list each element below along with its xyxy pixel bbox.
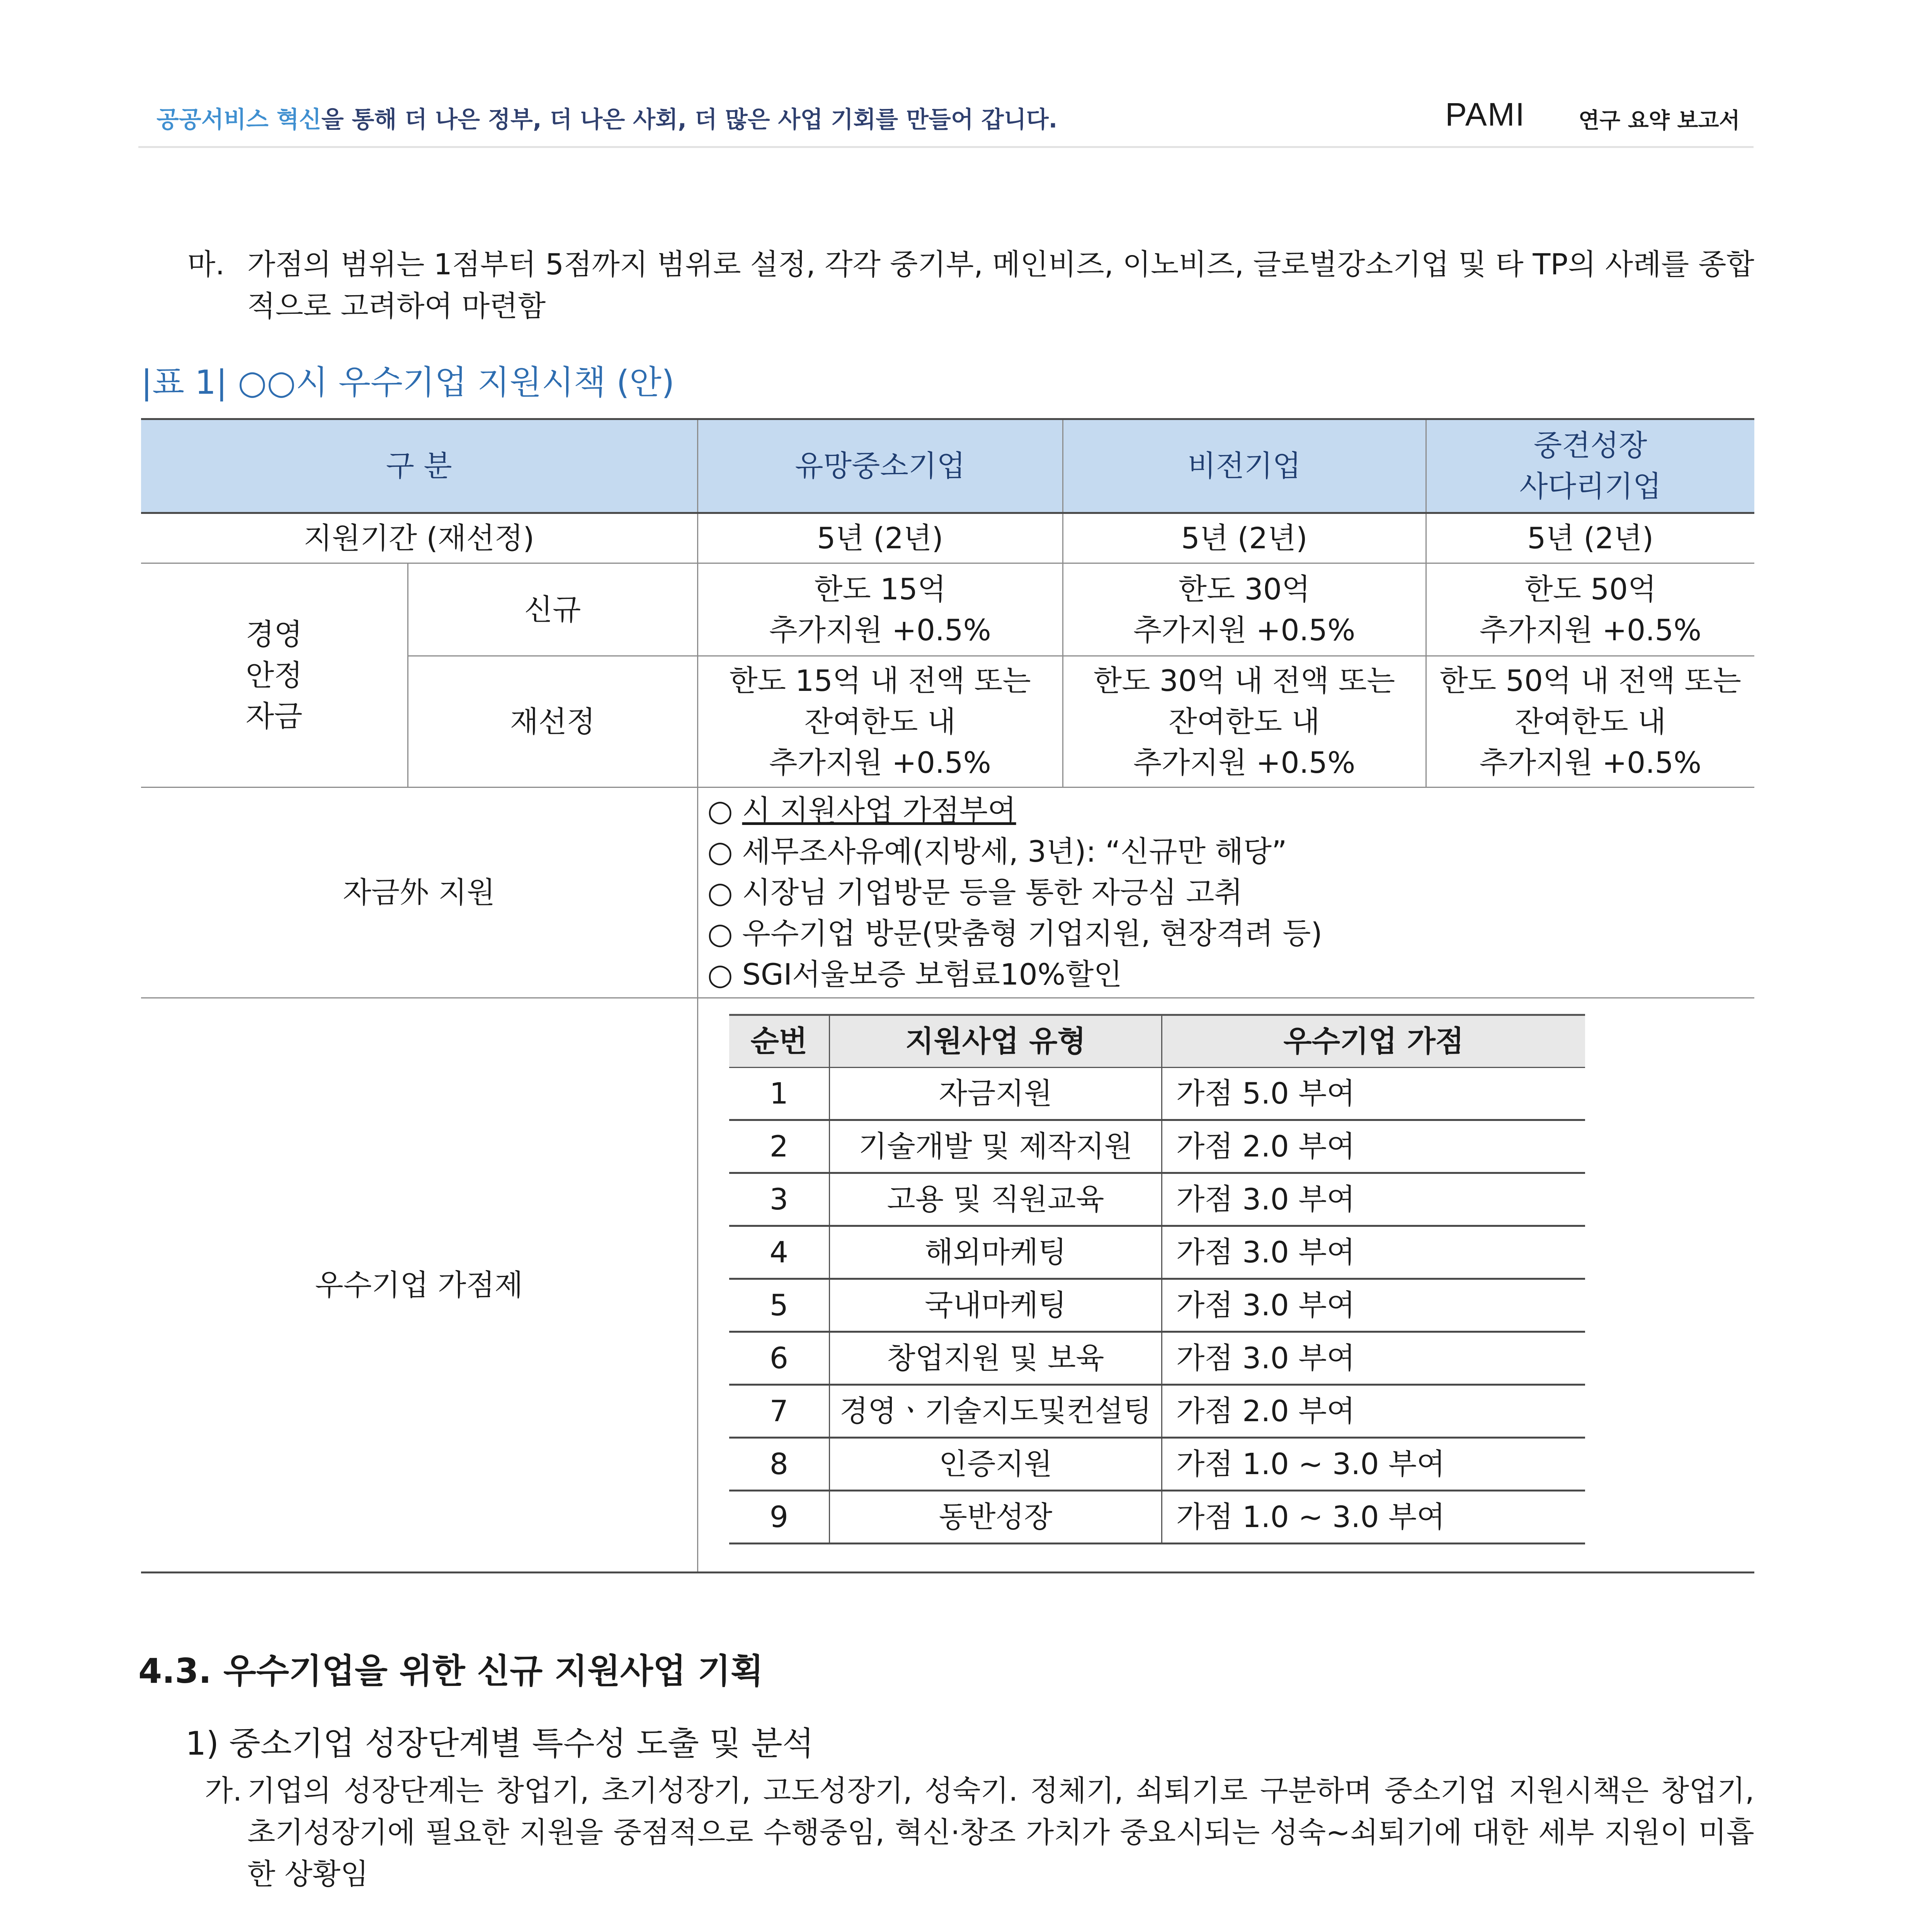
list-item (708, 790, 1755, 831)
table-row (729, 1068, 1585, 1120)
bullet-circle-icon: ○ (707, 834, 733, 869)
bullet-circle-icon: ○ (707, 793, 733, 828)
row-no: 6 (729, 1332, 830, 1385)
intro-marker: 마. (187, 247, 225, 281)
bonus-system-cell (697, 998, 1754, 1573)
row-points: 가점 1.0 ∼ 3.0 부여 (1162, 1438, 1585, 1491)
row-points: 가점 2.0 부여 (1162, 1385, 1585, 1438)
bullet-circle-icon: ○ (707, 957, 733, 992)
bullet-circle-icon: ○ (707, 916, 733, 951)
cell-line: 추가지원 +0.5% (769, 612, 991, 647)
row-type: 고용 및 직원교육 (830, 1173, 1162, 1226)
row-no: 9 (729, 1491, 830, 1544)
new-col2 (1063, 563, 1426, 656)
reselect-label: 재선정 (408, 656, 697, 787)
reselect-col3 (1426, 656, 1754, 787)
management-fund-label (141, 563, 408, 787)
intro-text: 가점의 범위는 1점부터 5점까지 범위로 설정, 각각 중기부, 메인비즈, 이노비즈, 글로벌강소기업 및 타 TP의 사례를 종합적으로 고려하여 마련함 (247, 247, 1754, 323)
cell-line: 추가지원 +0.5% (1133, 612, 1356, 647)
row-no: 7 (729, 1385, 830, 1438)
row-type: 인증지원 (830, 1438, 1162, 1491)
list-item-text: 세무조사유예(지방세, 3년): “신규만 해당” (742, 834, 1287, 869)
header-vision-company: 비전기업 (1063, 419, 1426, 513)
row-points: 가점 3.0 부여 (1162, 1279, 1585, 1332)
intro-paragraph (187, 243, 1754, 327)
row-no: 1 (729, 1068, 830, 1120)
row-points: 가점 3.0 부여 (1162, 1173, 1585, 1226)
row-points: 가점 3.0 부여 (1162, 1226, 1585, 1279)
table-row (729, 1120, 1585, 1173)
list-item-text: 시 지원사업 가점부여 (742, 793, 1016, 828)
bonus-points-table (729, 1014, 1585, 1544)
non-financial-label: 자금外 지원 (141, 787, 697, 998)
support-policy-table (141, 418, 1754, 1573)
table-row (729, 1279, 1585, 1332)
subsection-1-paragraph (205, 1770, 1754, 1895)
cell-line: 추가지원 +0.5% (1133, 745, 1356, 780)
row-points: 가점 1.0 ∼ 3.0 부여 (1162, 1491, 1585, 1544)
header-mid-growth-line2: 사다리기업 (1519, 469, 1662, 503)
cell-line: 추가지원 +0.5% (1479, 745, 1702, 780)
support-period-col1: 5년 (2년) (697, 513, 1063, 563)
header-category: 구 분 (141, 419, 697, 513)
row-points: 가점 3.0 부여 (1162, 1332, 1585, 1385)
sub-header-type: 지원사업 유형 (830, 1015, 1162, 1068)
cell-line: 추가지원 +0.5% (1479, 612, 1702, 647)
table-row (729, 1491, 1585, 1544)
cell-line: 한도 30억 (1178, 571, 1310, 606)
list-item (708, 872, 1755, 913)
header-mid-growth (1426, 419, 1754, 513)
table-row (729, 1385, 1585, 1438)
list-item-text: 우수기업 방문(맞춤형 기업지원, 현장격려 등) (742, 916, 1323, 951)
cell-line: 잔여한도 내 (1515, 704, 1666, 739)
row-type: 자금지원 (830, 1068, 1162, 1120)
table-row (729, 1226, 1585, 1279)
cell-line: 잔여한도 내 (1169, 704, 1320, 739)
row-type: 창업지원 및 보육 (830, 1332, 1162, 1385)
list-item (708, 913, 1755, 954)
cell-line: 한도 50억 내 전액 또는 (1439, 663, 1742, 698)
row-type: 국내마케팅 (830, 1279, 1162, 1332)
cell-line: 잔여한도 내 (804, 704, 956, 739)
sub-header-no: 순번 (729, 1015, 830, 1068)
row-type: 해외마케팅 (830, 1226, 1162, 1279)
list-item-text: SGI서울보증 보험료10%할인 (742, 957, 1122, 992)
reselect-col2 (1063, 656, 1426, 787)
support-period-col3: 5년 (2년) (1426, 513, 1754, 563)
paragraph-marker: 가. (205, 1774, 242, 1808)
header-slogan (156, 101, 1057, 134)
support-period-label: 지원기간 (재선정) (141, 513, 697, 563)
list-item (708, 831, 1755, 872)
header-promising-sme: 유망중소기업 (697, 419, 1063, 513)
management-fund-label-line: 안정 (245, 658, 303, 692)
support-period-col2: 5년 (2년) (1063, 513, 1426, 563)
cell-line: 한도 50억 (1524, 571, 1657, 606)
row-points: 가점 2.0 부여 (1162, 1120, 1585, 1173)
cell-line: 추가지원 +0.5% (769, 745, 991, 780)
header-mid-growth-line1: 중견성장 (1533, 428, 1647, 463)
section-title: 4.3. 우수기업을 위한 신규 지원사업 기획 (138, 1651, 764, 1691)
row-points: 가점 5.0 부여 (1162, 1068, 1585, 1120)
row-type: 기술개발 및 제작지원 (830, 1120, 1162, 1173)
header-brand: PAMI (1445, 96, 1526, 133)
table-row (729, 1332, 1585, 1385)
table-row (729, 1438, 1585, 1491)
non-financial-list (697, 787, 1754, 998)
bonus-system-label: 우수기업 가점제 (141, 998, 697, 1573)
cell-line: 한도 30억 내 전액 또는 (1093, 663, 1395, 698)
list-item (708, 954, 1755, 995)
sub-header-points: 우수기업 가점 (1162, 1015, 1585, 1068)
management-fund-label-line: 경영 (245, 617, 303, 651)
row-no: 4 (729, 1226, 830, 1279)
row-no: 5 (729, 1279, 830, 1332)
cell-line: 한도 15억 (814, 571, 946, 606)
row-no: 2 (729, 1120, 830, 1173)
new-col3 (1426, 563, 1754, 656)
row-no: 3 (729, 1173, 830, 1226)
table-row (729, 1173, 1585, 1226)
header-divider (138, 146, 1754, 148)
row-type: 경영ㆍ기술지도및컨설팅 (830, 1385, 1162, 1438)
cell-line: 한도 15억 내 전액 또는 (729, 663, 1031, 698)
paragraph-text: 기업의 성장단계는 창업기, 초기성장기, 고도성장기, 성숙기. 정체기, 쇠퇴기로 구분하며 중소기업 지원시책은 창업기, 초기성장기에 필요한 지원을 중점적으로 수행중임, 혁신·창조 가치가 중요시되는 성숙~쇠퇴기에 대한 세부 지원이 미흡한 상황임 (247, 1774, 1754, 1891)
table-caption: |표 1| ○○시 우수기업 지원시책 (안) (141, 363, 675, 402)
new-col1 (697, 563, 1063, 656)
subsection-1-title: 1) 중소기업 성장단계별 특수성 도출 및 분석 (185, 1725, 814, 1762)
header-slogan-rest: 을 통해 더 나은 정부, 더 나은 사회, 더 많은 사업 기회를 만들어 갑니다. (321, 106, 1058, 133)
reselect-col1 (697, 656, 1063, 787)
row-no: 8 (729, 1438, 830, 1491)
header-slogan-highlight: 공공서비스 혁신 (156, 106, 321, 133)
header-report-type: 연구 요약 보고서 (1579, 108, 1740, 133)
management-fund-label-line: 자금 (245, 699, 303, 733)
bullet-circle-icon: ○ (707, 875, 733, 910)
list-item-text: 시장님 기업방문 등을 통한 자긍심 고취 (742, 875, 1243, 910)
new-label: 신규 (408, 563, 697, 656)
row-type: 동반성장 (830, 1491, 1162, 1544)
